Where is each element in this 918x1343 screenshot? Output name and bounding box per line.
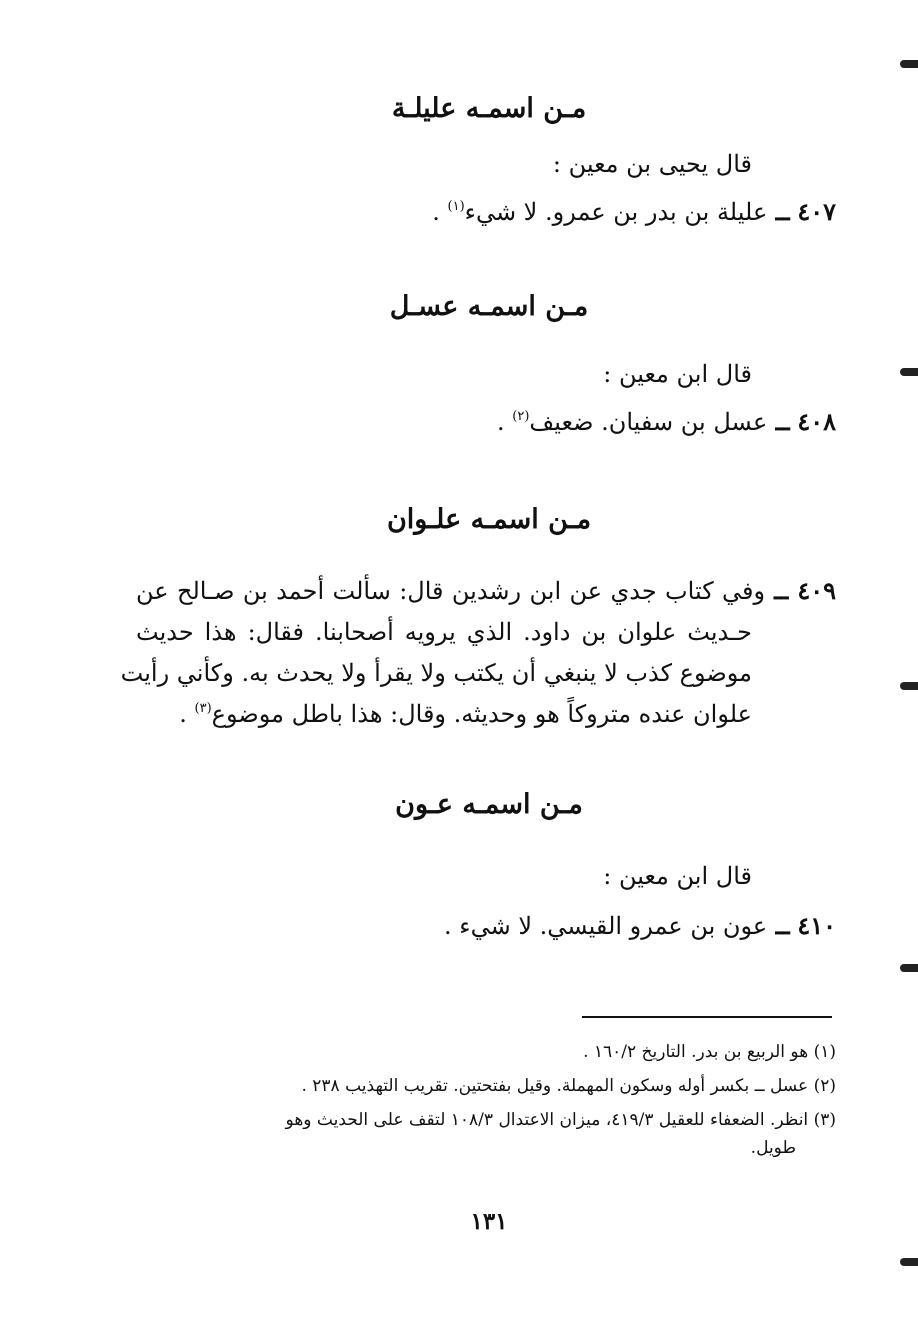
narrator-intro: قال يحيى بن معين : (552, 150, 752, 178)
footnote-line: طويل. (750, 1138, 796, 1158)
entry-text: عون بن عمرو القيسي. لا شيء (459, 912, 768, 940)
entry-end: . (179, 700, 195, 728)
scan-edge-mark (900, 682, 918, 690)
entry-text: علوان عنده متروكاً هو وحديثه. وقال: هذا باطل موضوع (211, 700, 752, 728)
entry-number: ٤٠٧ (797, 197, 836, 226)
footnote-marker: (٣) (813, 1110, 836, 1130)
entry-410 (444, 910, 836, 942)
scan-edge-mark (900, 60, 918, 68)
page-number: ١٣١ (470, 1208, 508, 1235)
entry-line: حـديث علوان بن داود. الذي يرويه أصحابنا. فقال: هذا حديث (136, 618, 752, 646)
footnote-line (136, 1072, 836, 1100)
entry-end: . (432, 198, 448, 226)
entry-408 (497, 406, 836, 438)
footnote-text: هو الربيع بن بدر. التاريخ ١٦٠/٢ . (583, 1042, 809, 1062)
entry-line: موضوع كذب لا ينبغي أن يكتب ولا يقرأ ولا يحدث به. وكأني رأيت (120, 659, 752, 687)
footnote-1 (136, 1038, 836, 1066)
footnote-3 (136, 1106, 836, 1162)
footnote-separator (582, 1016, 832, 1018)
scan-edge-mark (900, 964, 918, 972)
scan-edge-mark (900, 368, 918, 376)
entry-409 (120, 570, 836, 735)
entry-dash: ــ (767, 911, 790, 940)
footnote-2 (136, 1072, 836, 1100)
footnote-text: عسل ــ بكسر أوله وسكون المهملة. وقيل بفتحتين. تقريب التهذيب ٢٣٨ . (301, 1076, 809, 1096)
footnote-marker: (٢) (813, 1076, 836, 1096)
entry-line (136, 570, 836, 612)
footnote-ref[interactable]: (٢) (512, 409, 530, 424)
narrator-intro: قال ابن معين : (603, 862, 752, 890)
footnote-ref[interactable]: (٣) (194, 701, 212, 716)
entry-dash: ــ (765, 576, 798, 605)
section-heading: مـن اسمـه عليلـة (391, 93, 587, 124)
entry-end: . (444, 912, 460, 940)
entry-dash: ــ (767, 197, 790, 226)
entry-text: عسل بن سفيان. ضعيف (529, 408, 768, 436)
section-heading: مـن اسمـه علـوان (386, 504, 592, 535)
section-heading: مـن اسمـه عسـل (389, 291, 589, 322)
footnote-line (136, 1038, 836, 1066)
footnote-line (136, 1106, 836, 1134)
footnote-marker: (١) (813, 1042, 836, 1062)
entry-number: ٤٠٨ (797, 407, 836, 436)
entry-number: ٤٠٩ (797, 576, 836, 605)
entry-line (136, 694, 836, 735)
narrator-intro: قال ابن معين : (603, 360, 752, 388)
footnote-ref[interactable]: (١) (447, 199, 465, 214)
entry-407 (432, 196, 836, 228)
entry-dash: ــ (767, 407, 790, 436)
footnote-text: انظر. الضعفاء للعقيل ٤١٩/٣، ميزان الاعتدال ١٠٨/٣ لتقف على الحديث وهو (285, 1110, 809, 1130)
entry-end: . (497, 408, 513, 436)
entry-number: ٤١٠ (797, 911, 836, 940)
entry-text: وفي كتاب جدي عن ابن رشدين قال: سألت أحمد بن صـالح عن (136, 577, 766, 605)
entry-text: عليلة بن بدر بن عمرو. لا شيء (464, 198, 768, 226)
section-heading: مـن اسمـه عـون (395, 789, 583, 820)
scan-edge-mark (900, 1258, 918, 1266)
